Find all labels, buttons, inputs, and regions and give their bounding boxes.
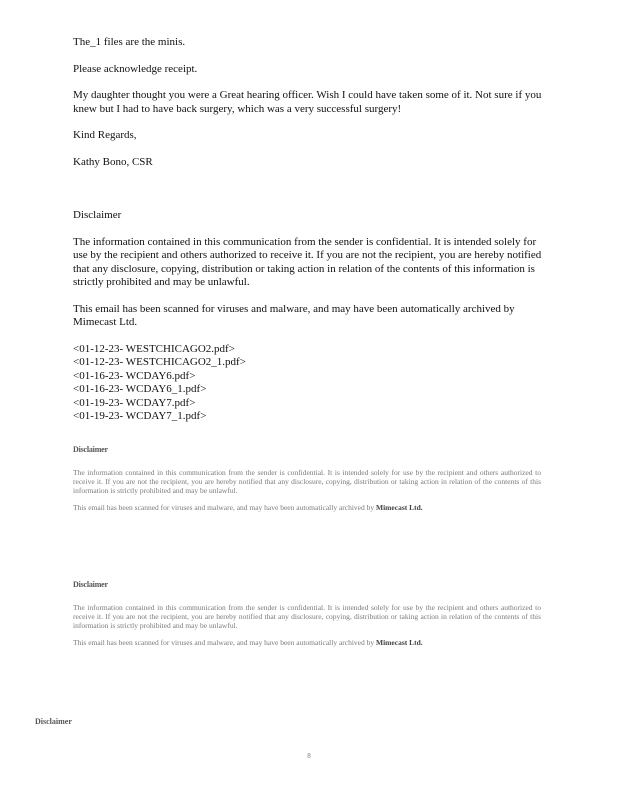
small-disclaimer-paragraph-2 <box>73 503 541 512</box>
attachment-link[interactable]: <01-16-23- WCDAY6.pdf> <box>73 369 196 382</box>
disclaimer-title: Disclaimer <box>73 209 122 221</box>
email-closing: Kind Regards, <box>73 129 137 141</box>
email-line-personal: My daughter thought you were a Great hearing officer. Wish I could have taken some of it. Not sure if you knew but I had to have back surgery, which was a very successful surgery! <box>73 89 542 115</box>
email-body <box>73 36 543 424</box>
attachment-link[interactable]: <01-12-23- WESTCHICAGO2_1.pdf> <box>73 356 246 368</box>
small-disclaimer-paragraph-2 <box>73 638 541 647</box>
small-disclaimer-title: Disclaimer <box>73 445 108 454</box>
small-disclaimer-paragraph-1: The information contained in this communication from the sender is confidential. It is intended solely for use by the recipient and others authorized to receive it. If you are not the recipient, you are hereby notified that any disclosure, copying, distribution or taking action in relation of the contents of this information is strictly prohibited and may be unlawful. <box>73 468 541 495</box>
small-disclaimer-scan-text: This email has been scanned for viruses and malware, and may have been automatically archived by <box>73 638 375 647</box>
small-disclaimer-mimecast: Mimecast Ltd. <box>376 503 423 512</box>
page-number: 8 <box>307 752 311 760</box>
email-signature: Kathy Bono, CSR <box>73 155 153 168</box>
attachment-link[interactable]: <01-19-23- WCDAY7.pdf> <box>73 396 196 409</box>
footer-disclaimer-title: Disclaimer <box>35 717 72 726</box>
small-disclaimer-scan-text: This email has been scanned for viruses and malware, and may have been automatically archived by <box>73 503 375 512</box>
small-disclaimer-block-2 <box>73 580 541 655</box>
attachment-link[interactable]: <01-12-23- WESTCHICAGO2.pdf> <box>73 342 235 355</box>
small-disclaimer-mimecast: Mimecast Ltd. <box>376 638 423 647</box>
attachment-link[interactable]: <01-16-23- WCDAY6_1.pdf> <box>73 383 207 395</box>
small-disclaimer-paragraph-1: The information contained in this communication from the sender is confidential. It is intended solely for use by the recipient and others authorized to receive it. If you are not the recipient, you are hereby notified that any disclosure, copying, distribution or taking action in relation of the contents of this information is strictly prohibited and may be unlawful. <box>73 603 541 630</box>
small-disclaimer-block-1 <box>73 445 541 520</box>
email-line-files: The_1 files are the minis. <box>73 36 186 48</box>
attachment-link[interactable]: <01-19-23- WCDAY7_1.pdf> <box>73 410 207 422</box>
disclaimer-paragraph-1: The information contained in this communication from the sender is confidential. It is intended solely for use by the recipient and others authorized to receive it. If you are not the recipient, you are hereby notified that any disclosure, copying, distribution or taking action in relation of the contents of this information is strictly prohibited and may be unlawful. <box>73 235 542 288</box>
email-line-acknowledge: Please acknowledge receipt. <box>73 62 198 75</box>
attachment-list <box>73 343 543 424</box>
small-disclaimer-title: Disclaimer <box>73 580 108 589</box>
disclaimer-paragraph-2: This email has been scanned for viruses and malware, and may have been automatically archived by Mimecast Ltd. <box>73 302 515 328</box>
